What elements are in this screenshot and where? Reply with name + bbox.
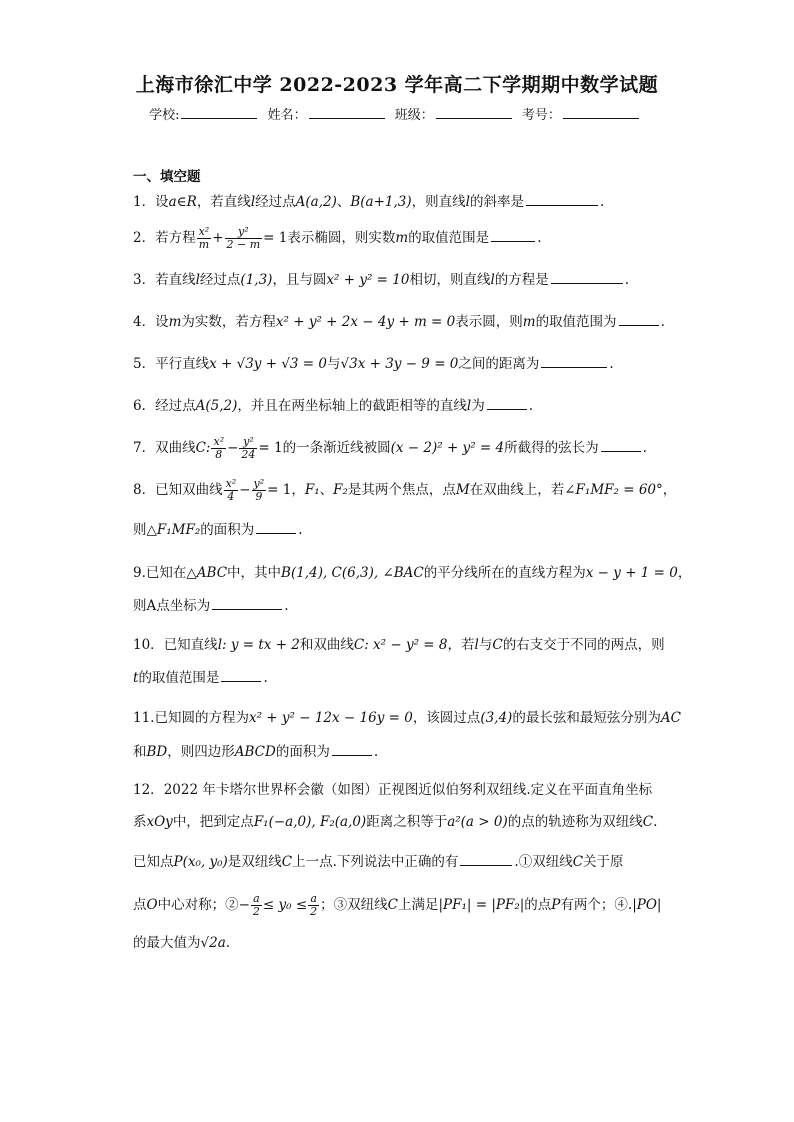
question-text: 的一条渐近线被圆 (282, 440, 391, 456)
question-text: 上满足 (397, 897, 439, 913)
id-blank[interactable] (563, 106, 639, 119)
math-expr: C (281, 854, 293, 870)
question-text: 则A点坐标为 (133, 598, 211, 614)
question-text: 已知双曲线 (155, 482, 223, 498)
math-expr: ∠F₁MF₂ = 60° (564, 482, 663, 498)
question-text: 2022 年卡塔尔世界杯会徽（如图）正视图近似伯努利双纽线.定义在平面直角坐标 (163, 782, 653, 798)
fraction-denominator: 4 (227, 490, 235, 503)
fraction-denominator: m (198, 238, 210, 251)
fraction-numerator: x² (225, 477, 237, 490)
question-text: 平行直线 (155, 356, 210, 372)
question-text: ， (291, 482, 305, 498)
question-end: . (599, 194, 605, 210)
question-text: ，若 (447, 637, 475, 653)
question-text: 的点的轨迹称为双纽线 (507, 814, 643, 830)
name-blank[interactable] (309, 106, 385, 119)
question-number: 10． (133, 637, 164, 653)
question-number: 6． (133, 398, 156, 414)
math-expr: AC (660, 710, 681, 726)
question-text: 则 (133, 522, 147, 538)
question-text: 的取值范围是 (408, 230, 490, 246)
math-expr: A(5,2) (195, 398, 238, 414)
question-8 (133, 477, 677, 503)
math-expr: ABCD (234, 744, 276, 760)
math-expr: x − y + 1 = 0 (585, 565, 678, 581)
question-text: 经过点 (255, 194, 296, 210)
math-expr: |PO| (632, 897, 662, 913)
math-expr: a²(a > 0) (447, 814, 508, 830)
question-end: . (298, 522, 303, 538)
question-text: 和双曲线 (299, 637, 354, 653)
question-12-line-4 (133, 893, 663, 918)
id-label: 考号： (521, 108, 561, 123)
question-text: 为 (471, 398, 485, 414)
question-2 (133, 226, 663, 251)
fraction-numerator: y² (253, 477, 265, 490)
student-info-line (0, 104, 794, 123)
math-expr: C (572, 854, 584, 870)
math-expr: t (133, 670, 139, 686)
class-blank[interactable] (436, 106, 512, 119)
section-title: 一、填空题 (133, 169, 201, 185)
question-6 (133, 396, 663, 416)
math-operator: − (238, 897, 250, 913)
fraction-denominator: 9 (255, 490, 263, 503)
question-text: 已知直线 (163, 637, 218, 653)
fraction (239, 436, 257, 461)
question-text: 在双曲线上，若 (469, 482, 565, 498)
math-expr: C: (195, 440, 211, 456)
question-text: 的点 (524, 897, 552, 913)
answer-blank[interactable] (332, 743, 372, 756)
math-expr: m (168, 314, 182, 330)
question-text: ， (677, 565, 692, 581)
math-expr: √2a (200, 935, 226, 951)
math-expr: △ABC (186, 565, 228, 581)
math-expr: ≤ y₀ ≤ (262, 897, 308, 913)
question-7 (133, 436, 663, 461)
question-10-line-2 (133, 668, 663, 688)
question-text: ，并且在两坐标轴上的截距相等的直线 (237, 398, 467, 414)
question-text: 的方程是 (494, 272, 549, 288)
question-text: 是其两个焦点，点 (347, 482, 456, 498)
question-text: 关于原 (583, 854, 624, 870)
question-text: 的取值范围是 (138, 670, 220, 686)
math-operator: − (239, 482, 251, 498)
math-expr: △F₁MF₂ (146, 522, 201, 538)
math-expr: P(x₀, y₀) (173, 854, 228, 870)
fraction-numerator: y² (239, 436, 257, 449)
answer-blank[interactable] (460, 853, 512, 866)
fraction-denominator: 2 − m (226, 238, 261, 251)
question-text: 有两个；④. (560, 897, 633, 913)
question-1 (133, 192, 663, 212)
question-text: 所截得的弦长为 (504, 440, 599, 456)
name-label: 姓名： (267, 108, 307, 123)
math-expr: (x − 2)² + y² = 4 (390, 440, 505, 456)
question-12-line-5 (133, 933, 663, 953)
question-text: 、 (336, 194, 351, 210)
question-end: . (653, 814, 658, 830)
question-text: 上一点.下列说法中正确的有 (292, 854, 459, 870)
question-text: .①双纽线 (514, 854, 573, 870)
question-11-line-2 (133, 742, 663, 762)
question-12-line-3 (133, 852, 663, 872)
question-end: . (642, 440, 647, 456)
answer-blank[interactable] (212, 597, 282, 610)
question-9-line-2 (133, 596, 663, 616)
math-expr: C (642, 814, 654, 830)
math-expr: B(a+1,3) (350, 194, 412, 210)
question-text: 表示圆，则 (455, 314, 523, 330)
math-operator: + (212, 230, 224, 246)
question-4 (133, 312, 663, 332)
question-text: 的右支交于不同的两点，则 (502, 637, 665, 653)
math-expr: C (492, 637, 503, 653)
fraction-numerator: y² (225, 226, 263, 239)
question-number: 5． (133, 356, 156, 372)
question-end: . (624, 272, 630, 288)
question-text: ，且与圆 (272, 272, 327, 288)
math-expr: x² + y² + 2x − 4y + m = 0 (275, 314, 456, 330)
fraction (197, 226, 212, 251)
question-text: 的斜率是 (469, 194, 524, 210)
answer-blank[interactable] (221, 669, 261, 682)
question-text: 、 (319, 482, 334, 498)
question-text: 已知圆的方程为 (154, 710, 249, 726)
math-expr: M (455, 482, 470, 498)
answer-blank[interactable] (491, 229, 535, 242)
question-text: ，若直线 (196, 194, 251, 210)
fraction-numerator: x² (213, 435, 225, 448)
question-text: ， (662, 482, 677, 498)
question-text: ，该圆过点 (412, 710, 481, 726)
question-text: 的最长弦和最短弦分别为 (512, 710, 661, 726)
question-number: 2． (133, 230, 156, 246)
question-number: 7． (133, 440, 156, 456)
question-text: 距离之积等于 (366, 814, 448, 830)
math-expr: C (387, 897, 398, 913)
math-expr: x + √3y + √3 = 0 (209, 356, 327, 372)
answer-blank[interactable] (526, 193, 598, 206)
question-end: . (284, 598, 289, 614)
math-expr: l (466, 398, 472, 414)
question-text: 经过点 (155, 398, 196, 414)
math-expr: l (465, 194, 470, 210)
question-text: 系 (133, 814, 147, 830)
math-expr: A(a,2) (295, 194, 337, 210)
question-text: 和 (133, 744, 147, 760)
fraction-denominator: 2 (310, 905, 318, 918)
question-5 (133, 354, 663, 374)
question-11 (133, 708, 681, 728)
class-label: 班级： (394, 108, 434, 123)
question-text: 点 (133, 897, 147, 913)
question-text: 设 (155, 194, 169, 210)
question-number: 12． (133, 782, 164, 798)
question-number: 3． (133, 272, 156, 288)
question-12 (133, 780, 663, 800)
math-expr: l: y = tx + 2 (217, 637, 300, 653)
fraction-denominator: 24 (241, 448, 256, 461)
math-expr: = 1 (267, 482, 292, 498)
question-number: 1． (133, 194, 156, 210)
question-text: 与 (478, 637, 493, 653)
math-expr: m (395, 230, 409, 246)
answer-blank[interactable] (619, 313, 659, 326)
answer-blank[interactable] (551, 271, 623, 284)
question-3 (133, 270, 663, 290)
math-expr: BD (146, 744, 168, 760)
question-text: 的面积为 (200, 522, 255, 538)
question-text: 相切，则直线 (409, 272, 491, 288)
question-number: 8． (133, 482, 156, 498)
math-expr: √3x + 3y − 9 = 0 (340, 356, 459, 372)
question-text: 之间的距离为 (458, 356, 540, 372)
question-10 (133, 635, 663, 655)
question-end: . (660, 314, 665, 330)
question-text: 中，把到定点 (172, 814, 254, 830)
question-text: 双曲线 (155, 440, 196, 456)
question-9 (133, 563, 692, 583)
question-8-line-2 (133, 520, 663, 540)
math-expr: = 1 (258, 440, 283, 456)
question-end: . (263, 670, 268, 686)
fraction-denominator: 8 (215, 448, 223, 461)
math-expr: x² + y² = 10 (326, 272, 410, 288)
math-expr: l (195, 272, 200, 288)
question-text: 与 (327, 356, 341, 372)
page-title: 上海市徐汇中学 2022-2023 学年高二下学期期中数学试题 (135, 74, 659, 96)
math-expr: l (250, 194, 256, 210)
math-expr: O (146, 897, 158, 913)
question-end: . (528, 398, 533, 414)
question-text: 为实数，若方程 (181, 314, 276, 330)
question-text: 中心对称；② (157, 897, 239, 913)
fraction (224, 478, 239, 503)
math-expr: l (474, 637, 479, 653)
math-expr: (3,4) (480, 710, 513, 726)
question-end: . (225, 935, 231, 951)
question-number: 4． (133, 314, 156, 330)
fraction (308, 893, 319, 918)
question-12-line-2 (133, 812, 663, 832)
fraction (252, 478, 267, 503)
answer-blank[interactable] (487, 397, 527, 410)
question-text: 已知在 (145, 565, 187, 581)
math-expr: (1,3) (240, 272, 273, 288)
fraction (251, 893, 262, 918)
question-text: 的取值范围为 (535, 314, 617, 330)
question-end: . (609, 356, 614, 372)
question-text: 设 (155, 314, 169, 330)
question-end: . (373, 744, 379, 760)
question-text: ；③双纽线 (320, 897, 388, 913)
fraction-numerator: a (251, 893, 262, 906)
math-expr: F₁(−a,0), F₂(a,0) (253, 814, 367, 830)
question-text: 表示椭圆，则实数 (287, 230, 396, 246)
math-expr: C: x² − y² = 8 (353, 637, 448, 653)
math-expr: l (490, 272, 495, 288)
question-text: 的最大值为 (133, 935, 201, 951)
math-expr: m (522, 314, 536, 330)
question-text: 中，其中 (227, 565, 282, 581)
question-number: 9. (133, 565, 146, 581)
math-expr: P (551, 897, 561, 913)
fraction (225, 226, 263, 251)
math-expr: xOy (146, 814, 173, 830)
fraction-numerator: a (308, 893, 319, 906)
question-text: ，则四边形 (167, 744, 235, 760)
question-end: . (537, 230, 542, 246)
fraction-numerator: x² (198, 225, 210, 238)
question-text: 是双纽线 (227, 854, 282, 870)
math-expr: x² + y² − 12x − 16y = 0 (248, 710, 413, 726)
math-expr: F₂ (333, 482, 348, 498)
school-label: 学校: (149, 108, 180, 123)
answer-blank[interactable] (601, 439, 641, 452)
math-expr: a∈R (168, 194, 197, 210)
answer-blank[interactable] (256, 521, 296, 534)
question-text: 已知点 (133, 854, 174, 870)
math-operator: − (227, 440, 239, 456)
question-text: 的面积为 (275, 744, 330, 760)
school-blank[interactable] (181, 106, 257, 119)
math-expr: = 1 (263, 230, 288, 246)
fraction-denominator: 2 (252, 905, 260, 918)
fraction (211, 436, 226, 461)
answer-blank[interactable] (541, 355, 607, 368)
question-text: 经过点 (199, 272, 241, 288)
math-expr: |PF₁| = |PF₂| (438, 897, 525, 913)
question-number: 11. (133, 710, 155, 726)
question-text: ，则直线 (411, 194, 466, 210)
question-text: 的平分线所在的直线方程为 (423, 565, 586, 581)
question-text: 若方程 (155, 230, 196, 246)
math-expr: B(1,4), C(6,3), ∠BAC (281, 565, 424, 581)
question-text: 若直线 (155, 272, 196, 288)
math-expr: F₁ (304, 482, 320, 498)
